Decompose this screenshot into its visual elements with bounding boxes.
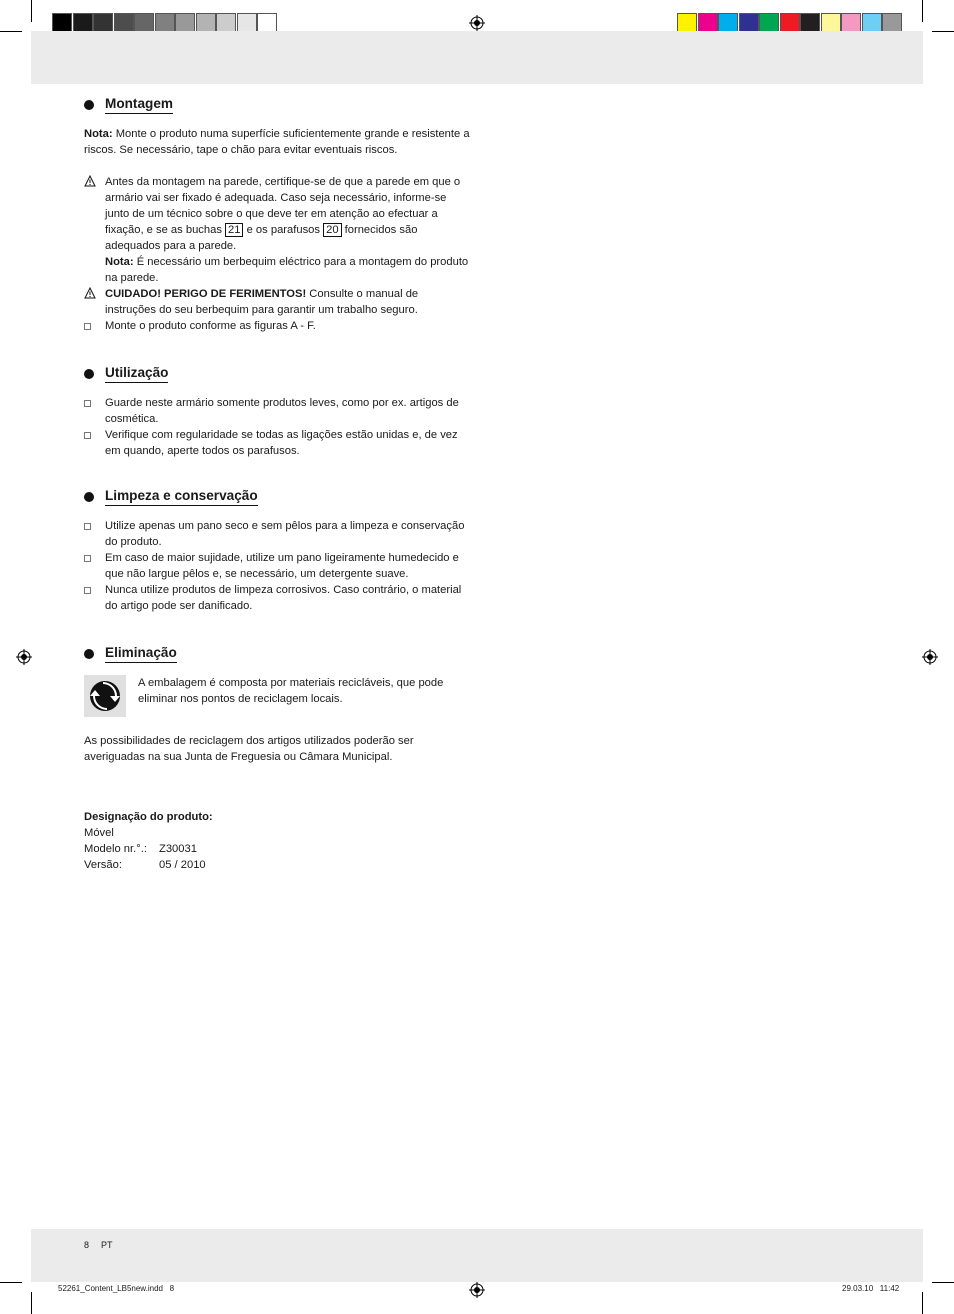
list-item-text: Utilize apenas um pano seco e sem pêlos para a limpeza e conservação do produto. (105, 520, 465, 548)
recycle-block (84, 675, 470, 717)
color-swatch (821, 13, 841, 33)
color-swatch (155, 13, 175, 33)
registration-mark-icon (469, 15, 485, 31)
crop-mark (932, 31, 954, 32)
warning-text: fornecidos são adequados para a parede. (105, 224, 418, 252)
warning-text: Antes da montagem na parede, certifique-se de que a parede em que o armário vai ser fixado é adequada. Caso seja necessário, informe-se junto de um técnico sobre o que deve ter em atenção ao efectuar a fixação, e se as buchas (105, 176, 461, 236)
product-label: Designação do produto: (84, 811, 213, 823)
color-swatch (196, 13, 216, 33)
bullet-dot-icon (84, 649, 94, 659)
warning-triangle-icon (84, 175, 96, 187)
language-code: PT (101, 1240, 113, 1250)
version-row (84, 857, 470, 873)
registration-mark-icon (16, 649, 32, 665)
color-swatch (759, 13, 779, 33)
color-swatch (800, 13, 820, 33)
list-item-text: Monte o produto conforme as figuras A - F. (105, 320, 316, 332)
checkbox-icon (84, 523, 91, 530)
color-swatch (698, 13, 718, 33)
file-slug: 52261_Content_LB5new.indd 8 (58, 1284, 175, 1293)
list-item-text: Nunca utilize produtos de limpeza corrosivos. Caso contrário, o material do artigo pode ser danificado. (105, 584, 462, 612)
section-heading (84, 365, 470, 383)
color-swatch (73, 13, 93, 33)
recycle-text: A embalagem é composta por materiais recicláveis, que pode eliminar nos pontos de reciclagem locais. (138, 677, 444, 705)
process-color-bar (677, 13, 903, 33)
note-label: Nota: (84, 128, 113, 140)
model-key: Modelo nr.°.: (84, 843, 147, 855)
list-item (84, 427, 470, 459)
section-title: Utilização (105, 365, 168, 383)
product-name: Móvel (84, 827, 114, 839)
color-swatch (52, 13, 72, 33)
color-swatch (114, 13, 134, 33)
page-number-value: 8 (84, 1240, 90, 1250)
list-item (84, 550, 470, 582)
footer-band (31, 1229, 923, 1282)
model-value: Z30031 (159, 843, 197, 855)
checkbox-icon (84, 400, 91, 407)
warning-text: e os parafusos (243, 224, 324, 236)
warning-label: CUIDADO! PERIGO DE FERIMENTOS! (105, 288, 307, 300)
bullet-dot-icon (84, 369, 94, 379)
crop-mark (31, 0, 32, 22)
note-text: É necessário um berbequim eléctrico para a montagem do produto na parede. (105, 256, 469, 284)
model-row (84, 841, 470, 857)
color-swatch (780, 13, 800, 33)
color-swatch (882, 13, 902, 33)
color-swatch (237, 13, 257, 33)
page-number (84, 1240, 113, 1250)
warning-item (84, 286, 470, 318)
list-item (84, 318, 470, 334)
list-item-text: Em caso de maior sujidade, utilize um pano ligeiramente humedecido e que não largue pêlos e, se necessário, um detergente suave. (105, 552, 459, 580)
list-item (84, 395, 470, 427)
section-eliminacao (84, 645, 470, 765)
color-swatch (677, 13, 697, 33)
crop-mark (922, 0, 923, 22)
warning-item (84, 174, 470, 286)
green-dot-recycle-icon (84, 675, 126, 717)
crop-mark (31, 1292, 32, 1314)
print-date: 29.03.10 11:42 (842, 1284, 900, 1293)
bullet-dot-icon (84, 100, 94, 110)
section-title: Eliminação (105, 645, 177, 663)
version-key: Versão: (84, 859, 122, 871)
checkbox-icon (84, 555, 91, 562)
grayscale-color-bar (52, 13, 278, 33)
section-heading (84, 645, 470, 663)
section-utilizacao (84, 365, 470, 459)
color-swatch (862, 13, 882, 33)
registration-mark-icon (469, 1282, 485, 1298)
product-designation (84, 809, 470, 873)
checkbox-icon (84, 587, 91, 594)
crop-mark (0, 31, 22, 32)
color-swatch (93, 13, 113, 33)
crop-mark (922, 1292, 923, 1314)
part-ref-21: 21 (225, 223, 243, 237)
crop-mark (0, 1282, 22, 1283)
color-swatch (841, 13, 861, 33)
page-content (84, 96, 470, 873)
section-heading (84, 96, 470, 114)
color-swatch (718, 13, 738, 33)
section-heading (84, 488, 470, 506)
registration-mark-icon (922, 649, 938, 665)
color-swatch (134, 13, 154, 33)
recycling-paragraph: As possibilidades de reciclagem dos artigos utilizados poderão ser averiguadas na sua Junta de Freguesia ou Câmara Municipal. (84, 735, 414, 763)
section-title: Limpeza e conservação (105, 488, 258, 506)
list-item-text: Guarde neste armário somente produtos leves, como por ex. artigos de cosmética. (105, 397, 459, 425)
part-ref-20: 20 (323, 223, 341, 237)
checkbox-icon (84, 432, 91, 439)
section-limpeza (84, 488, 470, 614)
warning-triangle-icon (84, 287, 96, 299)
checkbox-icon (84, 323, 91, 330)
crop-mark (932, 1282, 954, 1283)
list-item (84, 582, 470, 614)
note-paragraph (84, 126, 470, 158)
section-montagem (84, 96, 470, 334)
list-item (84, 518, 470, 550)
note-text: Monte o produto numa superfície suficientemente grande e resistente a riscos. Se necessário, tape o chão para evitar eventuais riscos. (84, 128, 470, 156)
list-item-text: Verifique com regularidade se todas as ligações estão unidas e, de vez em quando, aperte todos os parafusos. (105, 429, 458, 457)
warning-text: Consulte o manual de instruções do seu berbequim para garantir um trabalho seguro. (105, 288, 419, 316)
header-band (31, 31, 923, 84)
color-swatch (739, 13, 759, 33)
color-swatch (216, 13, 236, 33)
version-value: 05 / 2010 (159, 859, 206, 871)
color-swatch (175, 13, 195, 33)
section-title: Montagem (105, 96, 173, 114)
bullet-dot-icon (84, 492, 94, 502)
color-swatch (257, 13, 277, 33)
note-label: Nota: (105, 256, 134, 268)
